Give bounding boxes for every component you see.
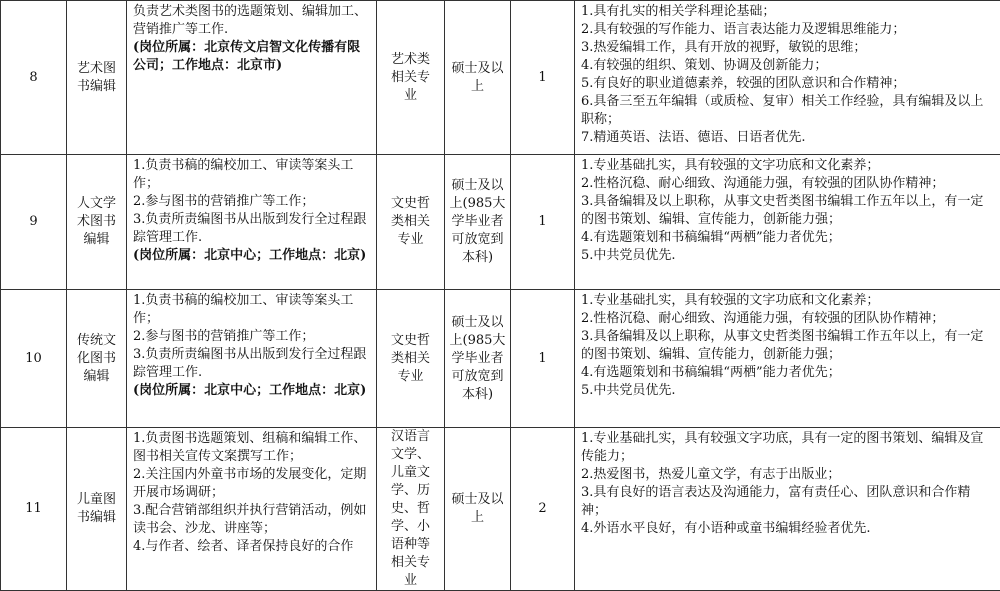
job-duties xyxy=(127,155,377,290)
row-number: 10 xyxy=(1,290,67,428)
requirement-line: 3.具备编辑及以上职称，从事文史哲类图书编辑工作五年以上，有一定的图书策划、编辑、宣传能力，创新能力强； xyxy=(581,193,994,229)
major-requirement: 文史哲类相关专业 xyxy=(377,290,445,428)
duty-line: 1.负责书稿的编校加工、审读等案头工作； xyxy=(133,157,370,193)
duty-line: 负责艺术类图书的选题策划、编辑加工、营销推广等工作. xyxy=(133,3,370,39)
requirement-line: 1.专业基础扎实，具有较强的文字功底和文化素养； xyxy=(581,157,994,175)
education-requirement: 硕士及以上(985大学毕业者可放宽到本科) xyxy=(445,155,511,290)
requirement-line: 4.有较强的组织、策划、协调及创新能力； xyxy=(581,57,994,75)
education-requirement: 硕士及以上 xyxy=(445,428,511,591)
dept-location: (岗位所属：北京中心；工作地点：北京) xyxy=(133,247,370,265)
duty-line: 2.参与图书的营销推广等工作； xyxy=(133,193,370,211)
requirement-line: 3.具有良好的语言表达及沟通能力，富有责任心、团队意识和合作精神； xyxy=(581,484,994,520)
education-requirement: 硕士及以上 xyxy=(445,1,511,155)
headcount: 2 xyxy=(511,428,575,591)
requirements xyxy=(575,290,1000,428)
job-duties xyxy=(127,290,377,428)
requirement-line: 2.热爱图书，热爱儿童文学，有志于出版业； xyxy=(581,466,994,484)
headcount: 1 xyxy=(511,1,575,155)
duty-line: 4.与作者、绘者、译者保持良好的合作 xyxy=(133,538,370,556)
requirement-line: 1.具有扎实的相关学科理论基础； xyxy=(581,3,994,21)
major-requirement: 文史哲类相关专业 xyxy=(377,155,445,290)
major-requirement: 汉语言文学、儿童文学、历史、哲学、小语种等相关专业 xyxy=(377,428,445,591)
requirements xyxy=(575,1,1000,155)
requirement-line: 1.专业基础扎实，具有较强的文字功底和文化素养； xyxy=(581,292,994,310)
position-title: 艺术图书编辑 xyxy=(67,1,127,155)
duty-line: 2.参与图书的营销推广等工作； xyxy=(133,328,370,346)
table-row xyxy=(1,155,1000,290)
requirement-line: 5.中共党员优先. xyxy=(581,247,994,265)
requirement-line: 2.具有较强的写作能力、语言表达能力及逻辑思维能力； xyxy=(581,21,994,39)
table-row xyxy=(1,1,1000,155)
requirement-line: 2.性格沉稳、耐心细致、沟通能力强，有较强的团队协作精神； xyxy=(581,310,994,328)
major-requirement: 艺术类相关专业 xyxy=(377,1,445,155)
table-row xyxy=(1,290,1000,428)
duty-line: 3.配合营销部组织并执行营销活动，例如读书会、沙龙、讲座等； xyxy=(133,502,370,538)
education-requirement: 硕士及以上(985大学毕业者可放宽到本科) xyxy=(445,290,511,428)
requirement-line: 3.热爱编辑工作，具有开放的视野，敏锐的思维； xyxy=(581,39,994,57)
position-title: 儿童图书编辑 xyxy=(67,428,127,591)
requirements xyxy=(575,155,1000,290)
headcount: 1 xyxy=(511,155,575,290)
dept-location: (岗位所属：北京传文启智文化传播有限公司；工作地点：北京市) xyxy=(133,39,370,75)
dept-location: (岗位所属：北京中心；工作地点：北京) xyxy=(133,382,370,400)
requirement-line: 3.具备编辑及以上职称，从事文史哲类图书编辑工作五年以上，有一定的图书策划、编辑、宣传能力，创新能力强； xyxy=(581,328,994,364)
job-duties xyxy=(127,428,377,591)
duty-line: 1.负责图书选题策划、组稿和编辑工作、图书相关宣传文案撰写工作； xyxy=(133,430,370,466)
requirement-line: 1.专业基础扎实，具有较强文字功底，具有一定的图书策划、编辑及宣传能力； xyxy=(581,430,994,466)
requirement-line: 4.有选题策划和书稿编辑“两栖”能力者优先； xyxy=(581,229,994,247)
requirements xyxy=(575,428,1000,591)
position-title: 传统文化图书编辑 xyxy=(67,290,127,428)
row-number: 9 xyxy=(1,155,67,290)
requirement-line: 7.精通英语、法语、德语、日语者优先. xyxy=(581,129,994,147)
requirement-line: 4.有选题策划和书稿编辑“两栖”能力者优先； xyxy=(581,364,994,382)
duty-line: 3.负责所责编图书从出版到发行全过程跟踪管理工作. xyxy=(133,346,370,382)
requirement-line: 2.性格沉稳、耐心细致、沟通能力强，有较强的团队协作精神； xyxy=(581,175,994,193)
position-title: 人文学术图书编辑 xyxy=(67,155,127,290)
requirement-line: 5.有良好的职业道德素养，较强的团队意识和合作精神； xyxy=(581,75,994,93)
requirement-line: 4.外语水平良好，有小语种或童书编辑经验者优先. xyxy=(581,520,994,538)
duty-line: 2.关注国内外童书市场的发展变化，定期开展市场调研； xyxy=(133,466,370,502)
duty-line: 1.负责书稿的编校加工、审读等案头工作； xyxy=(133,292,370,328)
job-duties xyxy=(127,1,377,155)
row-number: 8 xyxy=(1,1,67,155)
requirement-line: 6.具备三至五年编辑（或质检、复审）相关工作经验，具有编辑及以上职称； xyxy=(581,93,994,129)
row-number: 11 xyxy=(1,428,67,591)
headcount: 1 xyxy=(511,290,575,428)
requirement-line: 5.中共党员优先. xyxy=(581,382,994,400)
duty-line: 3.负责所责编图书从出版到发行全过程跟踪管理工作. xyxy=(133,211,370,247)
table-row xyxy=(1,428,1000,591)
